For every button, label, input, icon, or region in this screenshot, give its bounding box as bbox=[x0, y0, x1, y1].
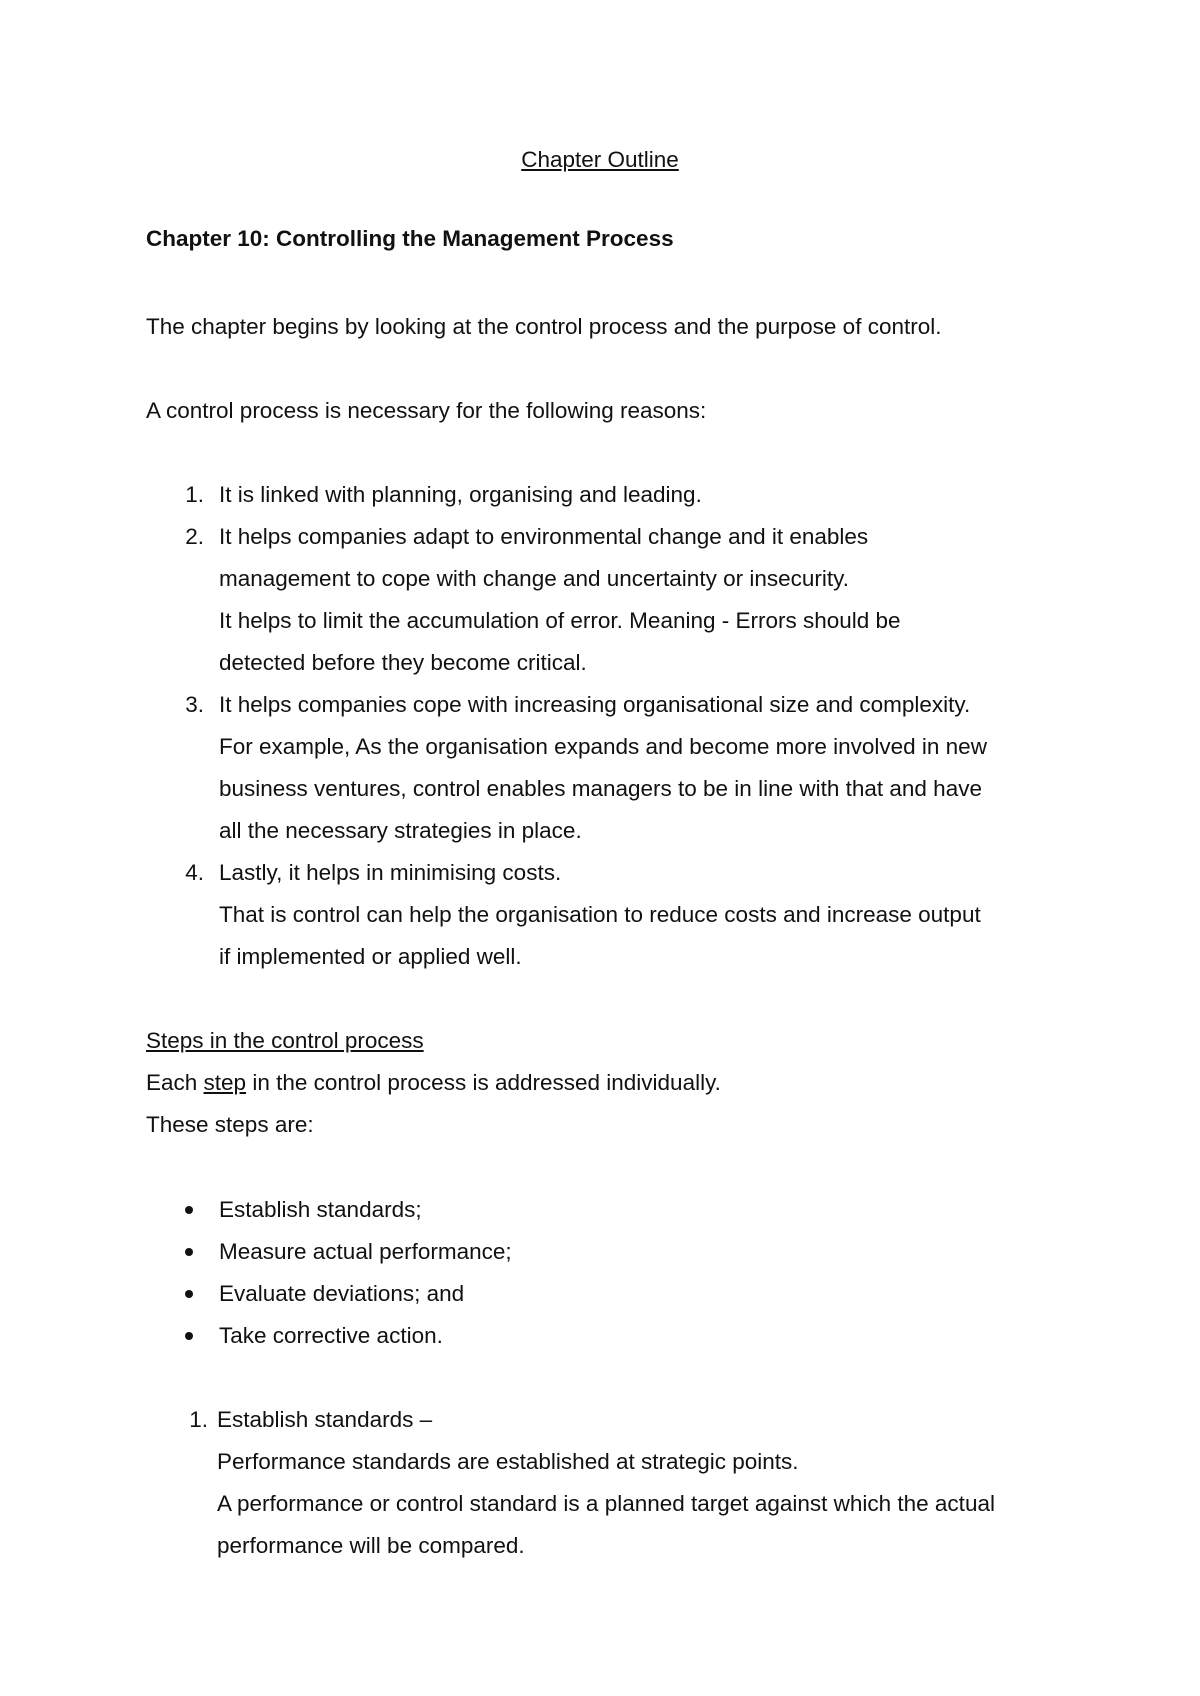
list-item-text: It helps companies cope with increasing organisational size and complexity. bbox=[219, 692, 971, 717]
list-item-text: management to cope with change and uncertainty or insecurity. bbox=[219, 566, 849, 591]
list-item-text: For example, As the organisation expands and become more involved in new bbox=[219, 734, 987, 759]
steps-intro-prefix: Each bbox=[146, 1070, 204, 1095]
list-number: 3. bbox=[185, 692, 204, 717]
steps-intro-suffix: in the control process is addressed individually. bbox=[246, 1070, 721, 1095]
list-item-text: business ventures, control enables managers to be in line with that and have bbox=[219, 776, 982, 801]
intro-paragraph: The chapter begins by looking at the control process and the purpose of control. bbox=[146, 314, 942, 339]
list-item-text: It is linked with planning, organising and leading. bbox=[219, 482, 702, 507]
chapter-heading: Chapter 10: Controlling the Management Process bbox=[146, 226, 674, 251]
list-item: Establish standards; bbox=[219, 1197, 422, 1222]
bullet-icon bbox=[185, 1332, 193, 1340]
detail-text: Establish standards – bbox=[217, 1407, 433, 1432]
step-link[interactable]: step bbox=[203, 1070, 247, 1095]
reasons-intro: A control process is necessary for the following reasons: bbox=[146, 398, 707, 423]
list-item: Measure actual performance; bbox=[219, 1239, 512, 1264]
detail-text: A performance or control standard is a planned target against which the actual bbox=[217, 1491, 995, 1516]
bullet-icon bbox=[185, 1248, 193, 1256]
steps-intro-line bbox=[146, 1069, 721, 1097]
steps-heading: Steps in the control process bbox=[146, 1028, 424, 1053]
outline-title: Chapter Outline bbox=[521, 147, 679, 172]
list-item-text: if implemented or applied well. bbox=[219, 944, 522, 969]
list-number: 2. bbox=[185, 524, 204, 549]
list-item-text: detected before they become critical. bbox=[219, 650, 587, 675]
list-number: 1. bbox=[185, 482, 204, 507]
list-item-text: It helps to limit the accumulation of error. Meaning - Errors should be bbox=[219, 608, 901, 633]
list-item: Evaluate deviations; and bbox=[219, 1281, 465, 1306]
detail-text: Performance standards are established at strategic points. bbox=[217, 1449, 799, 1474]
list-item: Take corrective action. bbox=[219, 1323, 443, 1348]
bullet-icon bbox=[185, 1290, 193, 1298]
list-item-text: all the necessary strategies in place. bbox=[219, 818, 582, 843]
steps-are-label: These steps are: bbox=[146, 1112, 314, 1137]
detail-number: 1. bbox=[189, 1407, 208, 1432]
detail-text: performance will be compared. bbox=[217, 1533, 525, 1558]
list-item-text: That is control can help the organisation to reduce costs and increase output bbox=[219, 902, 981, 927]
list-number: 4. bbox=[185, 860, 204, 885]
list-item-text: Lastly, it helps in minimising costs. bbox=[219, 860, 562, 885]
list-item-text: It helps companies adapt to environmental change and it enables bbox=[219, 524, 869, 549]
bullet-icon bbox=[185, 1206, 193, 1214]
